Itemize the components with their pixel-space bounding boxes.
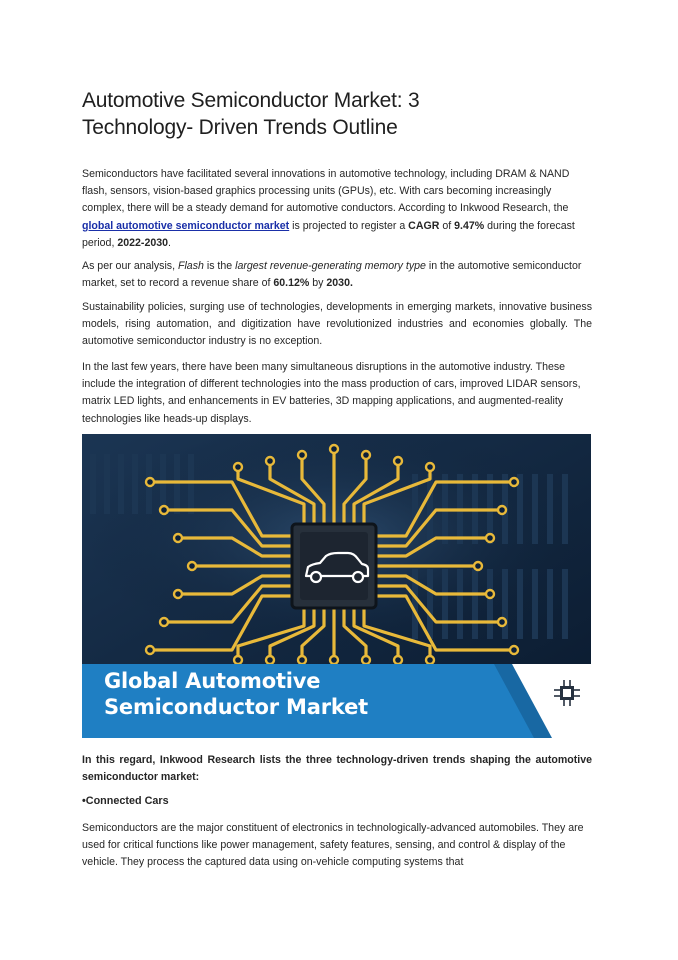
trace-pad — [486, 590, 494, 598]
revenue-share: 60.12% — [273, 277, 310, 290]
trace-pad — [174, 534, 182, 542]
p2-text-3: in the automotive semiconductor market, set to record a revenue share of — [82, 260, 582, 290]
target-year: 2030. — [326, 277, 353, 290]
bg-pad-column — [532, 569, 538, 639]
paragraph-disruptions: In the last few years, there have been many simultaneous disruptions in the automotive industry. These include the integration of different technologies into the mass production of cars, improved LIDAR sensors, matrix LED lights, and enhancements in EV batteries, 3D mapping applications, and augmented-reality technologies like heads-up displays. — [82, 361, 581, 425]
cagr-value: 9.47% — [454, 219, 485, 232]
bg-pad-column — [472, 569, 478, 639]
bg-pad-column — [517, 569, 523, 639]
forecast-period: 2022-2030 — [117, 236, 169, 249]
cagr-label: CAGR — [408, 219, 440, 232]
trace-pad — [174, 590, 182, 598]
trace-pad — [160, 506, 168, 514]
trace-pad — [330, 445, 338, 453]
trace-pad — [362, 451, 370, 459]
p2-text: As per our analysis, — [82, 260, 178, 272]
paragraph-intro — [82, 166, 592, 252]
bg-pad-column — [427, 474, 433, 544]
trace-pad — [510, 478, 518, 486]
hero-caption-line-1: Global Automotive — [104, 669, 321, 693]
p1-text-2: is projected to register a — [289, 219, 409, 232]
hero-caption-line-2: Semiconductor Market — [104, 695, 368, 719]
article-title — [82, 87, 592, 141]
trace-pad — [234, 656, 242, 664]
hero-image — [82, 434, 591, 738]
market-link[interactable]: global automotive semiconductor market — [82, 219, 290, 232]
paragraph-sustainability: Sustainability policies, surging use of technologies, developments in emerging markets, innovative business models, rising automation, and digitization have revolutionized industries and economies globally. The automotive semiconductor industry is no exception. — [82, 301, 592, 348]
bg-pad-column — [562, 569, 568, 639]
title-line-1: Automotive Semiconductor Market: 3 — [82, 89, 420, 112]
p1-text-3: of — [439, 219, 455, 232]
p2-text-4: by — [309, 277, 327, 290]
bg-pad-column — [132, 454, 138, 514]
bg-pad-column — [457, 569, 463, 639]
trace-pad — [160, 618, 168, 626]
largest-type: largest revenue-generating memory type — [235, 260, 426, 272]
title-line-2: Technology- Driven Trends Outline — [82, 116, 398, 139]
flash-term: Flash — [177, 260, 204, 272]
trace-pad — [330, 656, 338, 664]
p1-text: Semiconductors have facilitated several innovations in automotive technology, including DRAM & NAND flash, sensors, vision-based graphics processing units (GPUs), etc. With cars becoming increasingly complex, there will be a steady demand for automotive conductors. According to Inkwood Research, the — [82, 168, 570, 215]
trace-pad — [146, 478, 154, 486]
bg-pad-column — [188, 454, 194, 514]
trace-pad — [298, 451, 306, 459]
trace-pad — [266, 457, 274, 465]
paragraph-connected-cars: Semiconductors are the major constituent of electronics in technologically-advanced automobiles. They are used for critical functions like power management, safety features, sensing, and control & display of the vehicle. They process the captured data using on-vehicle computing systems that — [82, 822, 584, 869]
bg-pad-column — [442, 569, 448, 639]
p1-text-4: during the forecast period, — [82, 219, 575, 249]
bg-pad-column — [532, 474, 538, 544]
trace-pad — [394, 656, 402, 664]
bg-pad-column — [118, 454, 124, 514]
bg-pad-column — [104, 454, 110, 514]
bg-pad-column — [502, 569, 508, 639]
trace-pad — [298, 656, 306, 664]
bg-pad-column — [487, 569, 493, 639]
hero-caption — [104, 668, 368, 720]
trace-pad — [426, 656, 434, 664]
bg-pad-column — [547, 569, 553, 639]
trace-pad — [394, 457, 402, 465]
trace-pad — [234, 463, 242, 471]
trace-pad — [474, 562, 482, 570]
bg-pad-column — [427, 569, 433, 639]
trace-pad — [146, 646, 154, 654]
bg-pad-column — [547, 474, 553, 544]
trace-pad — [362, 656, 370, 664]
p2-text-2: is the — [203, 260, 236, 272]
bullet-connected-cars: •Connected Cars — [82, 795, 169, 807]
trace-pad — [266, 656, 274, 664]
bg-pad-column — [174, 454, 180, 514]
p1-end: . — [168, 236, 171, 249]
trace-pad — [498, 618, 506, 626]
paragraph-trends-intro: In this regard, Inkwood Research lists the three technology-driven trends shaping the automotive semiconductor market: — [82, 754, 592, 784]
trace-pad — [426, 463, 434, 471]
bg-pad-column — [562, 474, 568, 544]
bg-pad-column — [90, 454, 96, 514]
trace-pad — [188, 562, 196, 570]
paragraph-analysis — [82, 258, 592, 292]
trace-pad — [510, 646, 518, 654]
trace-pad — [486, 534, 494, 542]
trace-pad — [498, 506, 506, 514]
